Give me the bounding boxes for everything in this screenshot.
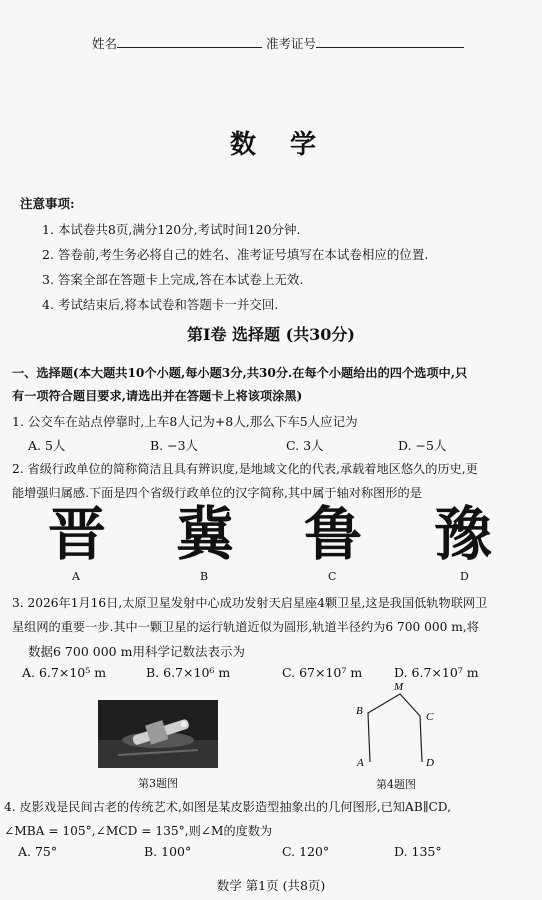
- q1-option-b: B. −3人: [150, 438, 199, 453]
- fig3-caption: 第3题图: [138, 777, 178, 790]
- notice-item-3: 3. 答案全部在答题卡上完成,答在本试卷上无效.: [42, 272, 304, 287]
- q1-stem: 1. 公交车在站点停靠时,上车8人记为+8人,那么下车5人应记为: [12, 414, 358, 429]
- q3-option-c: C. 67×10⁷ m: [282, 665, 363, 680]
- id-label: 准考证号: [266, 36, 317, 51]
- q1-option-d: D. −5人: [398, 438, 447, 453]
- q4-option-b: B. 100°: [144, 844, 192, 859]
- q2-char-a: 晋: [48, 500, 107, 568]
- notice-item-1: 1. 本试卷共8页,满分120分,考试时间120分钟.: [42, 222, 301, 237]
- q4-option-a: A. 75°: [18, 844, 58, 859]
- part-title: 第Ⅰ卷 选择题 (共30分): [186, 325, 356, 344]
- q3-stem-line3: 数据6 700 000 m用科学记数法表示为: [28, 644, 245, 659]
- point-d-label: D: [426, 757, 434, 768]
- q2-char-d: 豫: [434, 500, 493, 568]
- id-underline: [316, 35, 464, 48]
- page-footer: 数学 第1页 (共8页): [216, 878, 326, 893]
- notice-item-2: 2. 答卷前,考生务必将自己的姓名、准考证号填写在本试卷相应的位置.: [42, 247, 429, 262]
- point-m-label: M: [394, 681, 404, 693]
- name-field: [92, 34, 464, 52]
- q2-char-b: 冀: [176, 500, 235, 568]
- q4-stem-line1: 4. 皮影戏是民间古老的传统艺术,如图是某皮影造型抽象出的几何图形,已知AB∥CD,: [4, 800, 451, 814]
- point-c-label: C: [426, 711, 434, 723]
- q4-option-c: C. 120°: [282, 844, 330, 859]
- name-underline: [117, 35, 262, 48]
- q3-option-d: D. 6.7×10⁷ m: [394, 665, 479, 680]
- q2-stem-line2: 能增强归属感.下面是四个省级行政单位的汉字简称,其中属于轴对称图形的是: [12, 486, 422, 500]
- q2-label-b: B: [200, 570, 209, 583]
- point-a-label: A: [357, 757, 364, 768]
- notice-heading: 注意事项:: [20, 196, 75, 211]
- fig4-geometry-diagram: [352, 658, 442, 768]
- name-label: 姓名: [92, 36, 118, 51]
- q2-char-c: 鲁: [304, 500, 363, 568]
- q4-stem-line2: ∠MBA = 105°,∠MCD = 135°,则∠M的度数为: [4, 824, 273, 838]
- q2-label-d: D: [460, 570, 469, 583]
- section-intro-line2: 有一项符合题目要求,请选出并在答题卡上将该项涂黑): [12, 389, 303, 403]
- q2-label-a: A: [72, 570, 80, 583]
- q2-stem-line1: 2. 省级行政单位的简称简洁且具有辨识度,是地域文化的代表,承载着地区悠久的历史,更: [12, 462, 478, 476]
- satellite-launch-photo: [98, 700, 218, 768]
- q4-option-d: D. 135°: [394, 844, 442, 859]
- q3-stem-line1: 3. 2026年1月16日,太原卫星发射中心成功发射天启星座4颗卫星,这是我国低轨物联网卫: [12, 596, 488, 610]
- q1-option-a: A. 5人: [28, 438, 66, 453]
- q2-label-c: C: [328, 570, 337, 583]
- point-b-label: B: [356, 705, 363, 717]
- q3-stem-line2: 星组网的重要一步.其中一颗卫星的运行轨道近似为圆形,轨道半径约为6 700 000 m,将: [12, 620, 479, 634]
- satellite-launch-illustration: [98, 700, 218, 768]
- page-title: 数学: [230, 130, 351, 160]
- q1-option-c: C. 3人: [286, 438, 324, 453]
- q3-option-b: B. 6.7×10⁶ m: [146, 665, 231, 680]
- section-intro-line1: 一、选择题(本大题共10个小题,每小题3分,共30分.在每个小题给出的四个选项中,只: [12, 366, 468, 380]
- fig4-caption: 第4题图: [376, 778, 416, 791]
- notice-item-4: 4. 考试结束后,将本试卷和答题卡一并交回.: [42, 297, 279, 312]
- q3-option-a: A. 6.7×10⁵ m: [22, 665, 107, 680]
